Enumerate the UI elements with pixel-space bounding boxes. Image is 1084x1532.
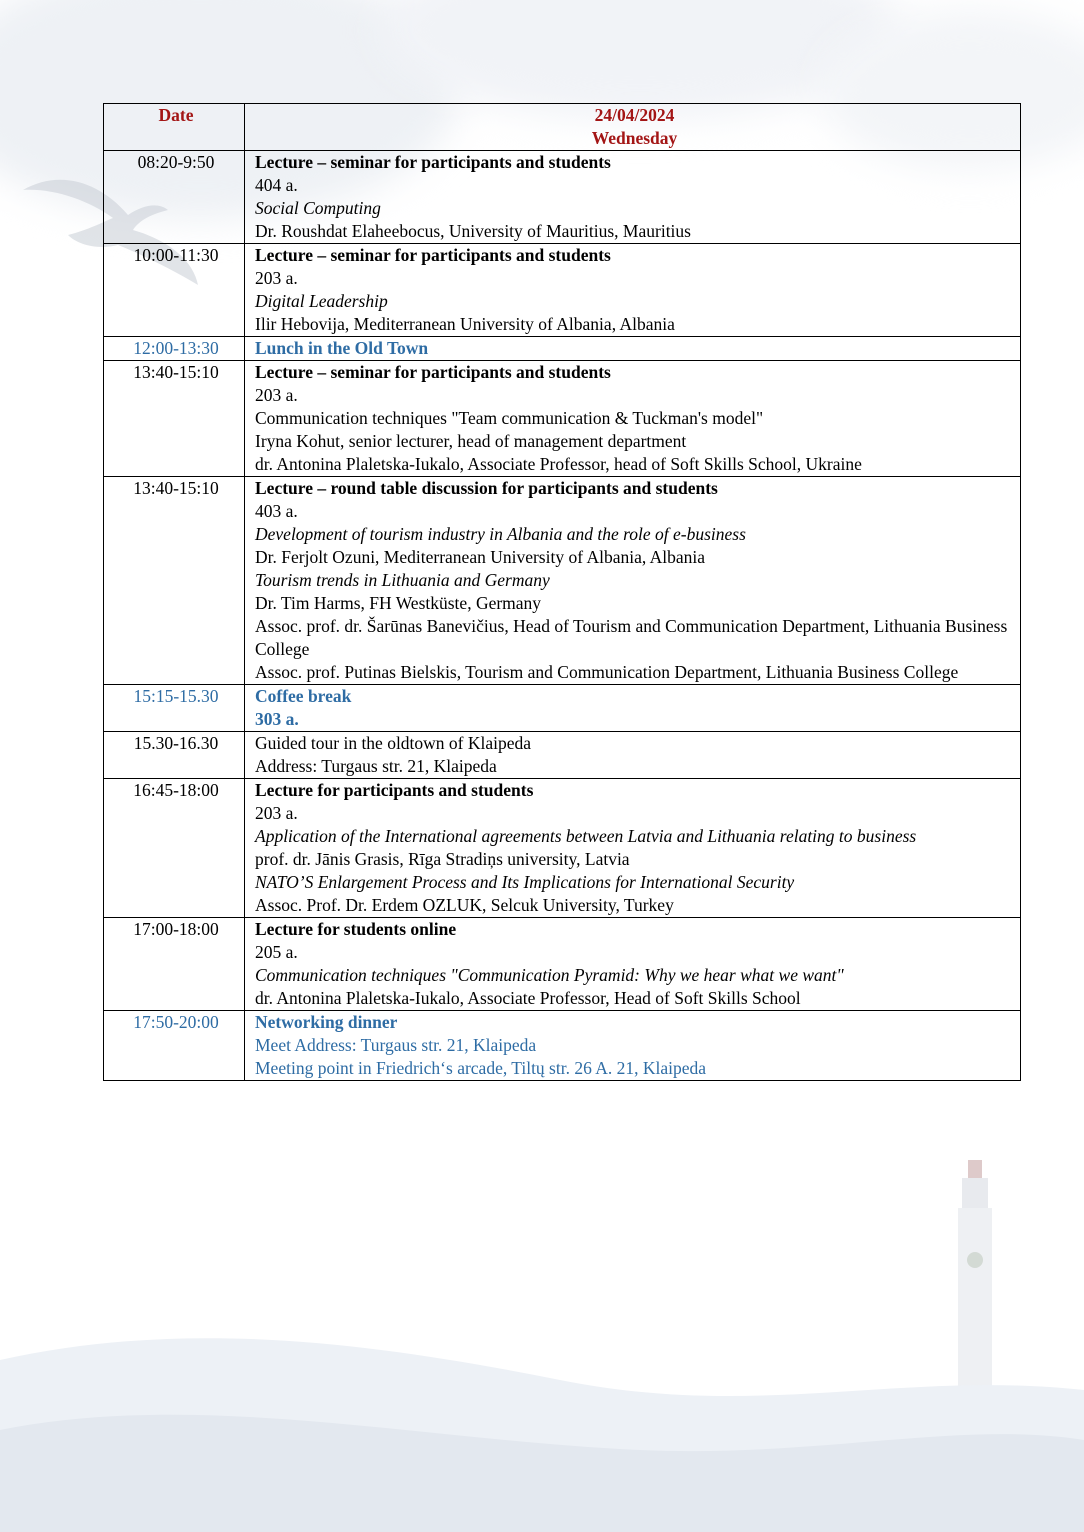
- event-cell: [245, 337, 1021, 361]
- event-topic: Digital Leadership: [255, 291, 388, 311]
- event-title: Lecture – seminar for participants and students: [255, 152, 611, 172]
- event-cell: [245, 1011, 1021, 1081]
- table-row: [104, 1011, 1021, 1081]
- time-cell: 17:00-18:00: [104, 918, 245, 1011]
- event-title: Lecture for students online: [255, 919, 457, 939]
- hills-decoration: [0, 1300, 1084, 1532]
- table-row: [104, 685, 1021, 732]
- event-speaker: Dr. Roushdat Elaheebocus, University of Mauritius, Mauritius: [255, 221, 691, 241]
- time-cell: 16:45-18:00: [104, 779, 245, 918]
- event-room: 203 a.: [255, 803, 298, 823]
- time-cell: 12:00-13:30: [104, 337, 245, 361]
- table-row: [104, 779, 1021, 918]
- time-cell: 13:40-15:10: [104, 477, 245, 685]
- event-topic: Application of the International agreements between Latvia and Lithuania relating to business: [255, 826, 917, 846]
- event-room: 404 a.: [255, 175, 298, 195]
- event-speaker: Assoc. prof. Putinas Bielskis, Tourism and Communication Department, Lithuania Business College: [255, 662, 959, 682]
- event-cell: [245, 779, 1021, 918]
- time-cell: 10:00-11:30: [104, 244, 245, 337]
- event-cell: [245, 361, 1021, 477]
- event-speaker: Dr. Ferjolt Ozuni, Mediterranean University of Albania, Albania: [255, 547, 706, 567]
- event-cell: [245, 732, 1021, 779]
- event-title: Lecture – round table discussion for participants and students: [255, 478, 718, 498]
- event-speaker: Assoc. prof. dr. Šarūnas Banevičius, Head of Tourism and Communication Department, Lithuania Business College: [255, 616, 1008, 659]
- event-cell: [245, 477, 1021, 685]
- event-room: 403 a.: [255, 501, 298, 521]
- event-address: Meet Address: Turgaus str. 21, Klaipeda: [255, 1035, 537, 1055]
- schedule-table: [103, 103, 1021, 1081]
- event-title: Guided tour in the oldtown of Klaipeda: [255, 733, 532, 753]
- event-title: Lecture – seminar for participants and students: [255, 362, 611, 382]
- table-row: [104, 918, 1021, 1011]
- event-cell: [245, 918, 1021, 1011]
- event-speaker: prof. dr. Jānis Grasis, Rīga Stradiņs university, Latvia: [255, 849, 630, 869]
- time-cell: 08:20-9:50: [104, 151, 245, 244]
- event-cell: [245, 685, 1021, 732]
- event-speaker: dr. Antonina Plaletska-Iukalo, Associate Professor, head of Soft Skills School, Ukraine: [255, 454, 862, 474]
- table-row: [104, 361, 1021, 477]
- event-address: Address: Turgaus str. 21, Klaipeda: [255, 756, 497, 776]
- event-speaker: Assoc. Prof. Dr. Erdem OZLUK, Selcuk University, Turkey: [255, 895, 674, 915]
- table-row: [104, 151, 1021, 244]
- event-title: Lunch in the Old Town: [255, 338, 429, 358]
- event-speaker: Iryna Kohut, senior lecturer, head of management department: [255, 431, 687, 451]
- event-cell: [245, 244, 1021, 337]
- time-cell: 17:50-20:00: [104, 1011, 245, 1081]
- time-cell: 15:15-15.30: [104, 685, 245, 732]
- event-speaker: dr. Antonina Plaletska-Iukalo, Associate Professor, Head of Soft Skills School: [255, 988, 801, 1008]
- event-topic: Communication techniques "Communication Pyramid: Why we hear what we want": [255, 965, 844, 985]
- event-title: Coffee break: [255, 686, 352, 706]
- event-room: 203 a.: [255, 385, 298, 405]
- table-row: [104, 732, 1021, 779]
- date-value: 24/04/2024: [594, 105, 675, 125]
- event-title: Lecture for participants and students: [255, 780, 534, 800]
- event-meeting-point: Meeting point in Friedrich‘s arcade, Tiltų str. 26 A. 21, Klaipeda: [255, 1058, 707, 1078]
- event-topic: Communication techniques "Team communication & Tuckman's model": [255, 408, 764, 428]
- event-topic: Social Computing: [255, 198, 381, 218]
- table-row: [104, 337, 1021, 361]
- event-room: 205 a.: [255, 942, 298, 962]
- event-topic: Development of tourism industry in Albania and the role of e-business: [255, 524, 746, 544]
- date-column-header: Date: [104, 104, 245, 151]
- event-room: 303 a.: [255, 709, 299, 729]
- date-header: [245, 104, 1021, 151]
- event-speaker: Dr. Tim Harms, FH Westküste, Germany: [255, 593, 542, 613]
- table-header-row: [104, 104, 1021, 151]
- event-cell: [245, 151, 1021, 244]
- event-room: 203 a.: [255, 268, 298, 288]
- event-topic: Tourism trends in Lithuania and Germany: [255, 570, 550, 590]
- time-cell: 13:40-15:10: [104, 361, 245, 477]
- event-title: Networking dinner: [255, 1012, 398, 1032]
- weekday-value: Wednesday: [591, 128, 678, 148]
- time-cell: 15.30-16.30: [104, 732, 245, 779]
- event-title: Lecture – seminar for participants and students: [255, 245, 611, 265]
- table-row: [104, 244, 1021, 337]
- event-topic: NATO’S Enlargement Process and Its Implications for International Security: [255, 872, 795, 892]
- event-speaker: Ilir Hebovija, Mediterranean University of Albania, Albania: [255, 314, 675, 334]
- table-row: [104, 477, 1021, 685]
